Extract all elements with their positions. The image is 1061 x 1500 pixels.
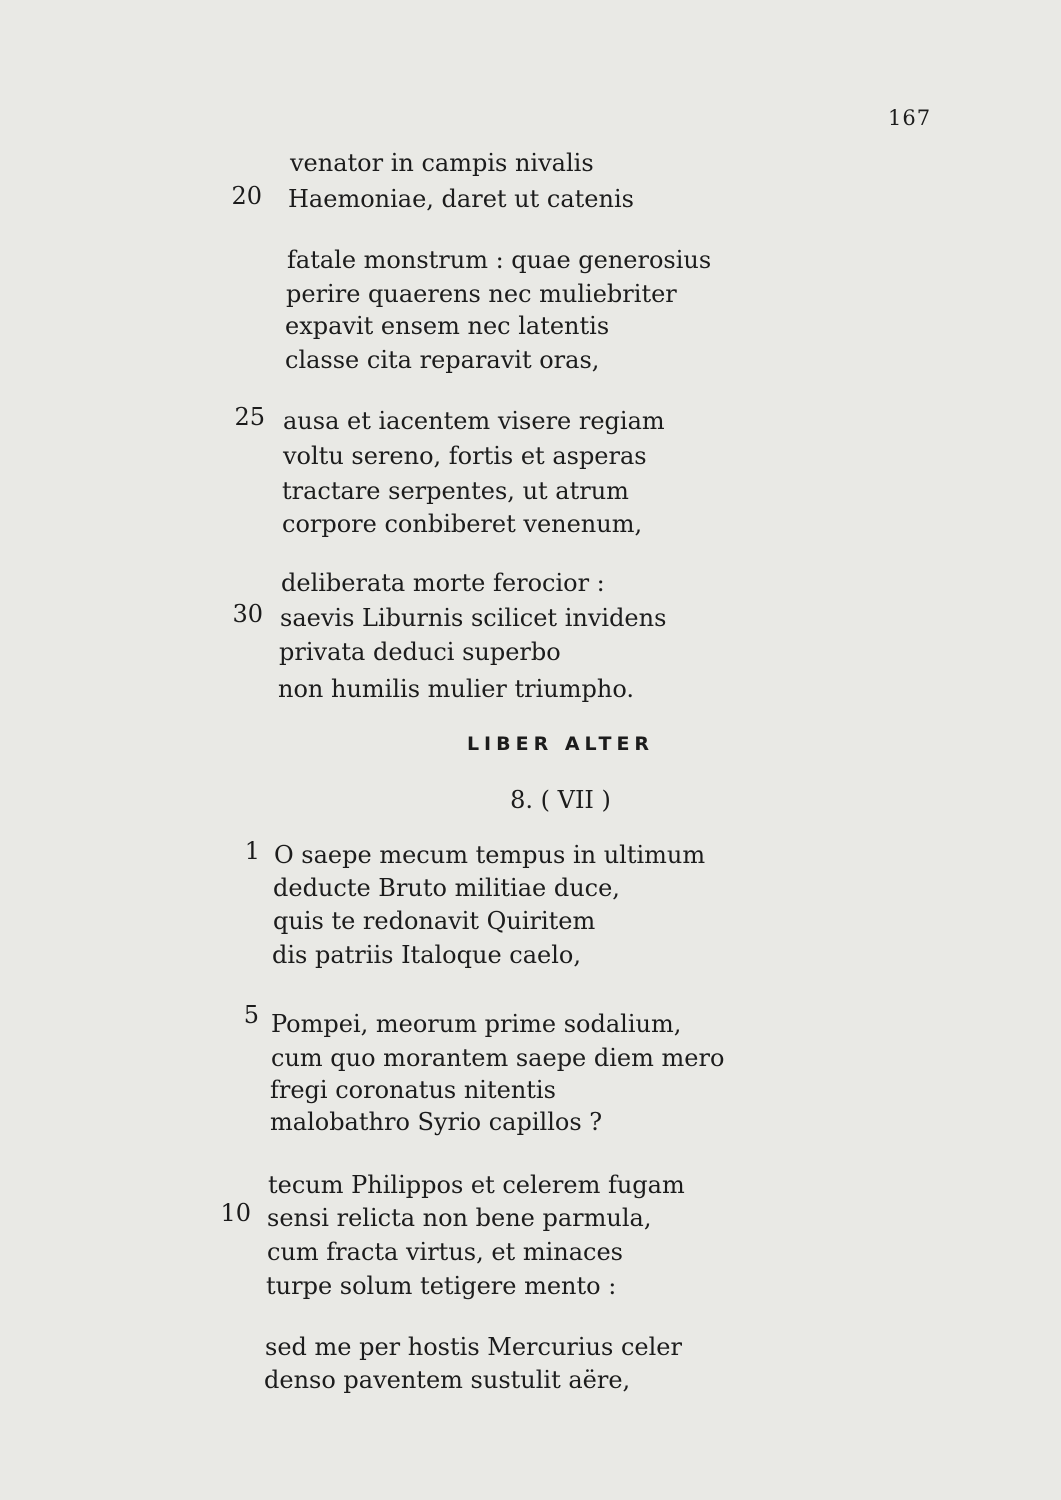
verse-line: ausa et iacentem visere regiam [283,407,665,435]
verse-line: expavit ensem nec latentis [285,312,610,340]
book-heading: LIBER ALTER [466,733,655,755]
line-number: 25 [234,403,265,431]
verse-line: dis patriis Italoque caelo, [272,941,581,969]
line-number: 10 [220,1199,251,1227]
verse-line: sed me per hostis Mercurius celer [265,1333,682,1361]
verse-line: fatale monstrum : quae generosius [287,246,712,274]
verse-line: quis te redonavit Quiritem [273,907,596,935]
verse-line: Pompei, meorum prime sodalium, [271,1010,682,1038]
verse-line: sensi relicta non bene parmula, [267,1204,652,1232]
verse-line: privata deduci superbo [279,638,561,666]
verse-line: O saepe mecum tempus in ultimum [274,841,706,869]
verse-line: non humilis mulier triumpho. [278,675,634,703]
line-number: 20 [231,182,262,210]
verse-line: deducte Bruto militiae duce, [273,874,620,902]
verse-line: voltu sereno, fortis et asperas [283,442,647,470]
verse-line: malobathro Syrio capillos ? [270,1108,603,1136]
page-number: 167 [888,106,932,130]
line-number: 5 [243,1001,259,1029]
verse-line: tractare serpentes, ut atrum [282,477,629,505]
verse-line: corpore conbiberet venenum, [282,510,643,538]
verse-line: perire quaerens nec muliebriter [286,280,677,308]
verse-line: fregi coronatus nitentis [270,1076,556,1104]
verse-line: turpe solum tetigere mento : [266,1272,617,1300]
verse-line: Haemoniae, daret ut catenis [288,185,634,213]
ode-title: 8. ( VII ) [510,786,611,814]
verse-line: cum quo morantem saepe diem mero [271,1044,725,1072]
verse-line: tecum Philippos et celerem fugam [268,1171,685,1199]
verse-line: denso paventem sustulit aëre, [264,1366,631,1394]
verse-line: deliberata morte ferocior : [281,569,605,597]
line-number: 1 [244,837,260,865]
verse-line: cum fracta virtus, et minaces [267,1238,623,1266]
verse-line: saevis Liburnis scilicet invidens [280,604,667,632]
line-number: 30 [232,600,263,628]
verse-line: venator in campis nivalis [290,149,594,177]
verse-line: classe cita reparavit oras, [285,346,600,374]
